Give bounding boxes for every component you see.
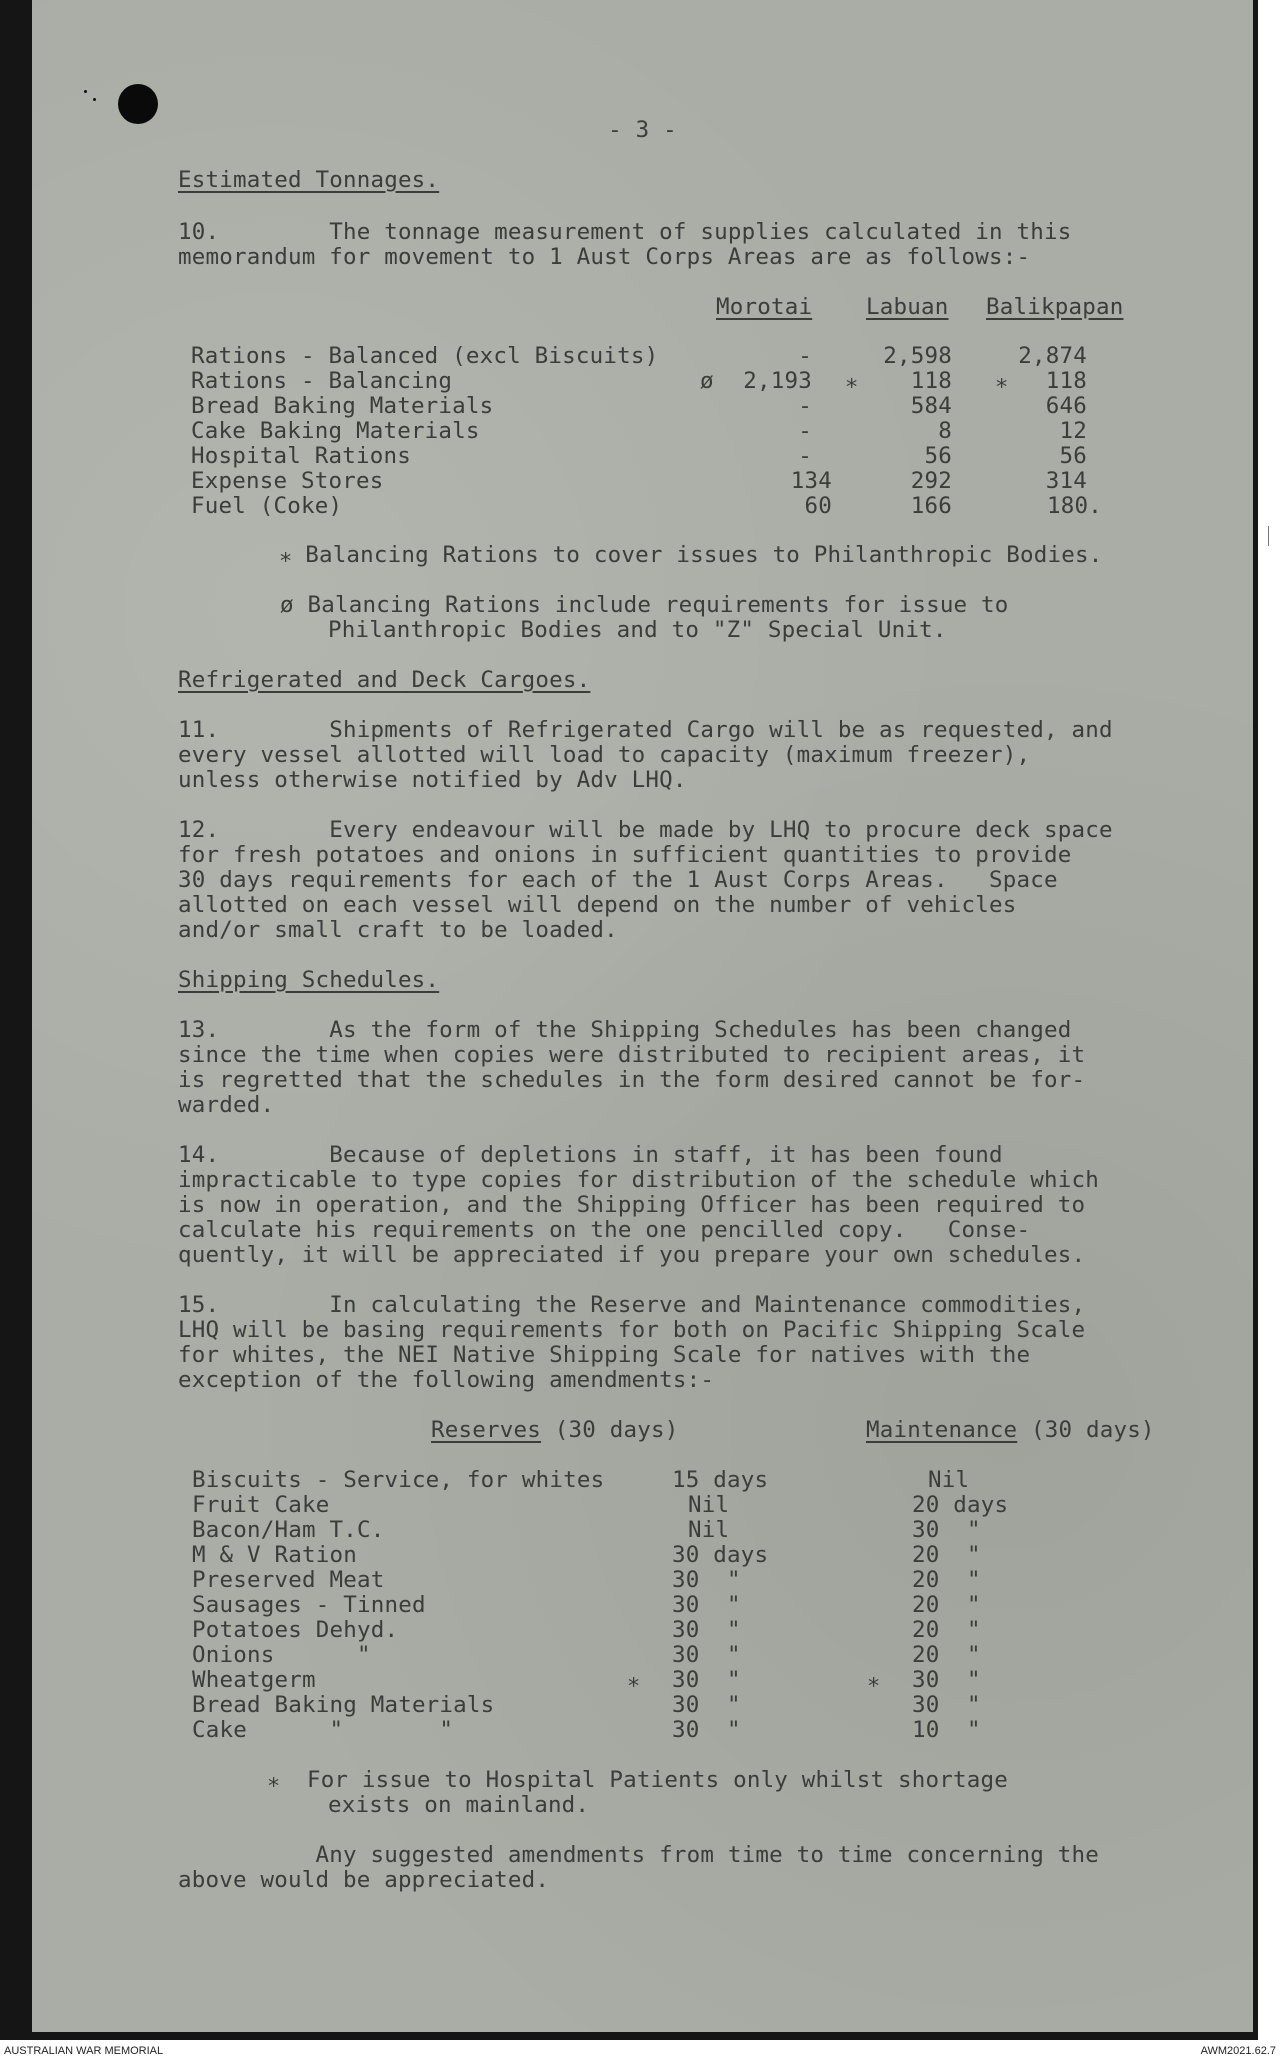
para-14-line-2: impracticable to type copies for distribution of the schedule which bbox=[178, 1167, 1099, 1193]
scale-reserves: 30 " bbox=[672, 1567, 741, 1593]
para-14-line-5: quently, it will be appreciated if you prepare your own schedules. bbox=[178, 1242, 1086, 1268]
para-15-line-4: exception of the following amendments:- bbox=[178, 1367, 715, 1393]
tonnage-balikpapan: 180. bbox=[1047, 493, 1102, 519]
phi-mark: ø bbox=[700, 368, 714, 394]
para-11-line-2: every vessel allotted will load to capacity (maximum freezer), bbox=[178, 742, 1031, 768]
tonnage-label: Cake Baking Materials bbox=[191, 418, 480, 444]
scale-reserves: 30 " bbox=[672, 1642, 741, 1668]
tonnage-label: Bread Baking Materials bbox=[191, 393, 494, 419]
col-balikpapan: Balikpapan bbox=[986, 294, 1124, 320]
col-morotai: Morotai bbox=[716, 294, 813, 320]
tonnage-morotai: - bbox=[798, 343, 812, 369]
scale-reserves: Nil bbox=[688, 1492, 730, 1518]
scale-label: Fruit Cake bbox=[192, 1492, 330, 1518]
scale-maintenance: 30 " bbox=[912, 1692, 981, 1718]
star-mark: ⁎ bbox=[628, 1667, 640, 1693]
scale-label: Preserved Meat bbox=[192, 1567, 385, 1593]
tonnage-morotai: 134 bbox=[790, 468, 832, 494]
heading-estimated-tonnages: Estimated Tonnages. bbox=[178, 167, 440, 193]
scan-margin bbox=[1258, 0, 1282, 2040]
para-12-line-4: allotted on each vessel will depend on the number of vehicles bbox=[178, 892, 1017, 918]
tonnage-balikpapan: 12 bbox=[1059, 418, 1087, 444]
tonnage-label: Hospital Rations bbox=[191, 443, 411, 469]
star-mark: ⁎ bbox=[868, 1667, 880, 1693]
scale-maintenance: 30 " bbox=[912, 1517, 981, 1543]
tonnage-morotai: 60 bbox=[804, 493, 832, 519]
tonnage-labuan: 56 bbox=[924, 443, 952, 469]
scale-maintenance: 20 days bbox=[912, 1492, 1009, 1518]
para-15-line-1: 15. In calculating the Reserve and Maintenance commodities, bbox=[178, 1292, 1086, 1318]
tonnage-balikpapan: 646 bbox=[1045, 393, 1087, 419]
col-maintenance bbox=[866, 1418, 1155, 1443]
maintenance-heading: Maintenance bbox=[866, 1417, 1018, 1443]
note-phi-line-2: Philanthropic Bodies and to "Z" Special Unit. bbox=[328, 617, 947, 643]
note-star: ⁎ Balancing Rations to cover issues to Philanthropic Bodies. bbox=[280, 542, 1103, 568]
tonnage-label: Rations - Balancing bbox=[191, 368, 453, 394]
tonnage-labuan: 8 bbox=[938, 418, 952, 444]
para-12-line-5: and/or small craft to be loaded. bbox=[178, 917, 618, 943]
scale-label: Biscuits - Service, for whites bbox=[192, 1467, 605, 1493]
heading-refrigerated: Refrigerated and Deck Cargoes. bbox=[178, 667, 591, 693]
ink-speck bbox=[84, 90, 87, 93]
para-14-line-3: is now in operation, and the Shipping Officer has been required to bbox=[178, 1192, 1086, 1218]
tonnage-label: Rations - Balanced (excl Biscuits) bbox=[191, 343, 659, 369]
reserves-heading: Reserves bbox=[431, 1417, 541, 1443]
col-reserves bbox=[431, 1418, 678, 1443]
scale-maintenance: 20 " bbox=[912, 1592, 981, 1618]
scale-label: M & V Ration bbox=[192, 1542, 357, 1568]
tonnage-balikpapan: 2,874 bbox=[1018, 343, 1087, 369]
para-12-line-1: 12. Every endeavour will be made by LHQ to procure deck space bbox=[178, 817, 1113, 843]
note-phi-line-1: ø Balancing Rations include requirements for issue to bbox=[280, 592, 1009, 618]
closing-line-2: above would be appreciated. bbox=[178, 1867, 550, 1893]
scale-label: Potatoes Dehyd. bbox=[192, 1617, 399, 1643]
scale-reserves: 30 " bbox=[672, 1692, 741, 1718]
tonnage-balikpapan: 56 bbox=[1059, 443, 1087, 469]
scale-label: Sausages - Tinned bbox=[192, 1592, 426, 1618]
scale-maintenance: 20 " bbox=[912, 1542, 981, 1568]
star-mark: ⁎ bbox=[996, 368, 1008, 394]
para-15-line-3: for whites, the NEI Native Shipping Scale for natives with the bbox=[178, 1342, 1031, 1368]
para-13-line-1: 13. As the form of the Shipping Schedules has been changed bbox=[178, 1017, 1072, 1043]
para-13-line-3: is regretted that the schedules in the form desired cannot be for- bbox=[178, 1067, 1086, 1093]
scale-maintenance: 20 " bbox=[912, 1617, 981, 1643]
tonnage-morotai: - bbox=[798, 418, 812, 444]
scale-reserves: 15 days bbox=[672, 1467, 769, 1493]
scale-reserves: 30 " bbox=[672, 1667, 741, 1693]
scale-reserves: 30 " bbox=[672, 1617, 741, 1643]
para-12-line-2: for fresh potatoes and onions in sufficient quantities to provide bbox=[178, 842, 1072, 868]
scale-reserves: 30 days bbox=[672, 1542, 769, 1568]
tonnage-label: Expense Stores bbox=[191, 468, 384, 494]
scale-maintenance: 10 " bbox=[912, 1717, 981, 1743]
star-mark: ⁎ bbox=[846, 368, 858, 394]
scale-reserves: 30 " bbox=[672, 1717, 741, 1743]
heading-shipping: Shipping Schedules. bbox=[178, 967, 440, 993]
tonnage-labuan: 292 bbox=[910, 468, 952, 494]
para-11-line-3: unless otherwise notified by Adv LHQ. bbox=[178, 767, 687, 793]
maintenance-suffix: (30 days) bbox=[1017, 1417, 1155, 1443]
para-13-line-4: warded. bbox=[178, 1092, 275, 1118]
tonnage-morotai: - bbox=[798, 393, 812, 419]
para-10-line-2: memorandum for movement to 1 Aust Corps Areas are as follows:- bbox=[178, 244, 1031, 270]
para-13-line-2: since the time when copies were distributed to recipient areas, it bbox=[178, 1042, 1086, 1068]
scale-maintenance: 20 " bbox=[912, 1642, 981, 1668]
tonnage-morotai: 2,193 bbox=[743, 368, 812, 394]
scale-label: Onions " bbox=[192, 1642, 371, 1668]
scan-edge-mark bbox=[1268, 526, 1277, 546]
tonnage-label: Fuel (Coke) bbox=[191, 493, 343, 519]
para-10-line-1: 10. The tonnage measurement of supplies calculated in this bbox=[178, 219, 1072, 245]
tonnage-labuan: 118 bbox=[910, 368, 952, 394]
scale-label: Wheatgerm bbox=[192, 1667, 316, 1693]
scale-label: Bacon/Ham T.C. bbox=[192, 1517, 385, 1543]
tonnage-balikpapan: 118 bbox=[1045, 368, 1087, 394]
reserves-suffix: (30 days) bbox=[540, 1417, 679, 1443]
document-page bbox=[32, 0, 1253, 2032]
tonnage-balikpapan: 314 bbox=[1045, 468, 1087, 494]
scale-label: Bread Baking Materials bbox=[192, 1692, 495, 1718]
para-14-line-4: calculate his requirements on the one pencilled copy. Conse- bbox=[178, 1217, 1031, 1243]
page-number: - 3 - bbox=[608, 117, 677, 143]
footer-left: AUSTRALIAN WAR MEMORIAL bbox=[4, 2045, 164, 2057]
footer-right: AWM2021.62.7 bbox=[1200, 2045, 1276, 2057]
scale-reserves: 30 " bbox=[672, 1592, 741, 1618]
para-11-line-1: 11. Shipments of Refrigerated Cargo will be as requested, and bbox=[178, 717, 1113, 743]
scale-maintenance: Nil bbox=[928, 1467, 970, 1493]
tonnage-labuan: 166 bbox=[910, 493, 952, 519]
scale-maintenance: 30 " bbox=[912, 1667, 981, 1693]
tonnage-morotai: - bbox=[798, 443, 812, 469]
ink-speck bbox=[93, 98, 96, 101]
para-15-line-2: LHQ will be basing requirements for both on Pacific Shipping Scale bbox=[178, 1317, 1086, 1343]
note-hospital-line-1: ⁎ For issue to Hospital Patients only whilst shortage bbox=[268, 1767, 1008, 1793]
note-hospital-line-2: exists on mainland. bbox=[328, 1792, 590, 1818]
para-14-line-1: 14. Because of depletions in staff, it has been found bbox=[178, 1142, 1003, 1168]
closing-line-1: Any suggested amendments from time to time concerning the bbox=[178, 1842, 1099, 1868]
para-12-line-3: 30 days requirements for each of the 1 Aust Corps Areas. Space bbox=[178, 867, 1058, 893]
tonnage-labuan: 584 bbox=[910, 393, 952, 419]
col-labuan: Labuan bbox=[866, 294, 949, 320]
scale-reserves: Nil bbox=[688, 1517, 730, 1543]
scale-label: Cake " " bbox=[192, 1717, 454, 1743]
tonnage-labuan: 2,598 bbox=[883, 343, 952, 369]
scale-maintenance: 20 " bbox=[912, 1567, 981, 1593]
